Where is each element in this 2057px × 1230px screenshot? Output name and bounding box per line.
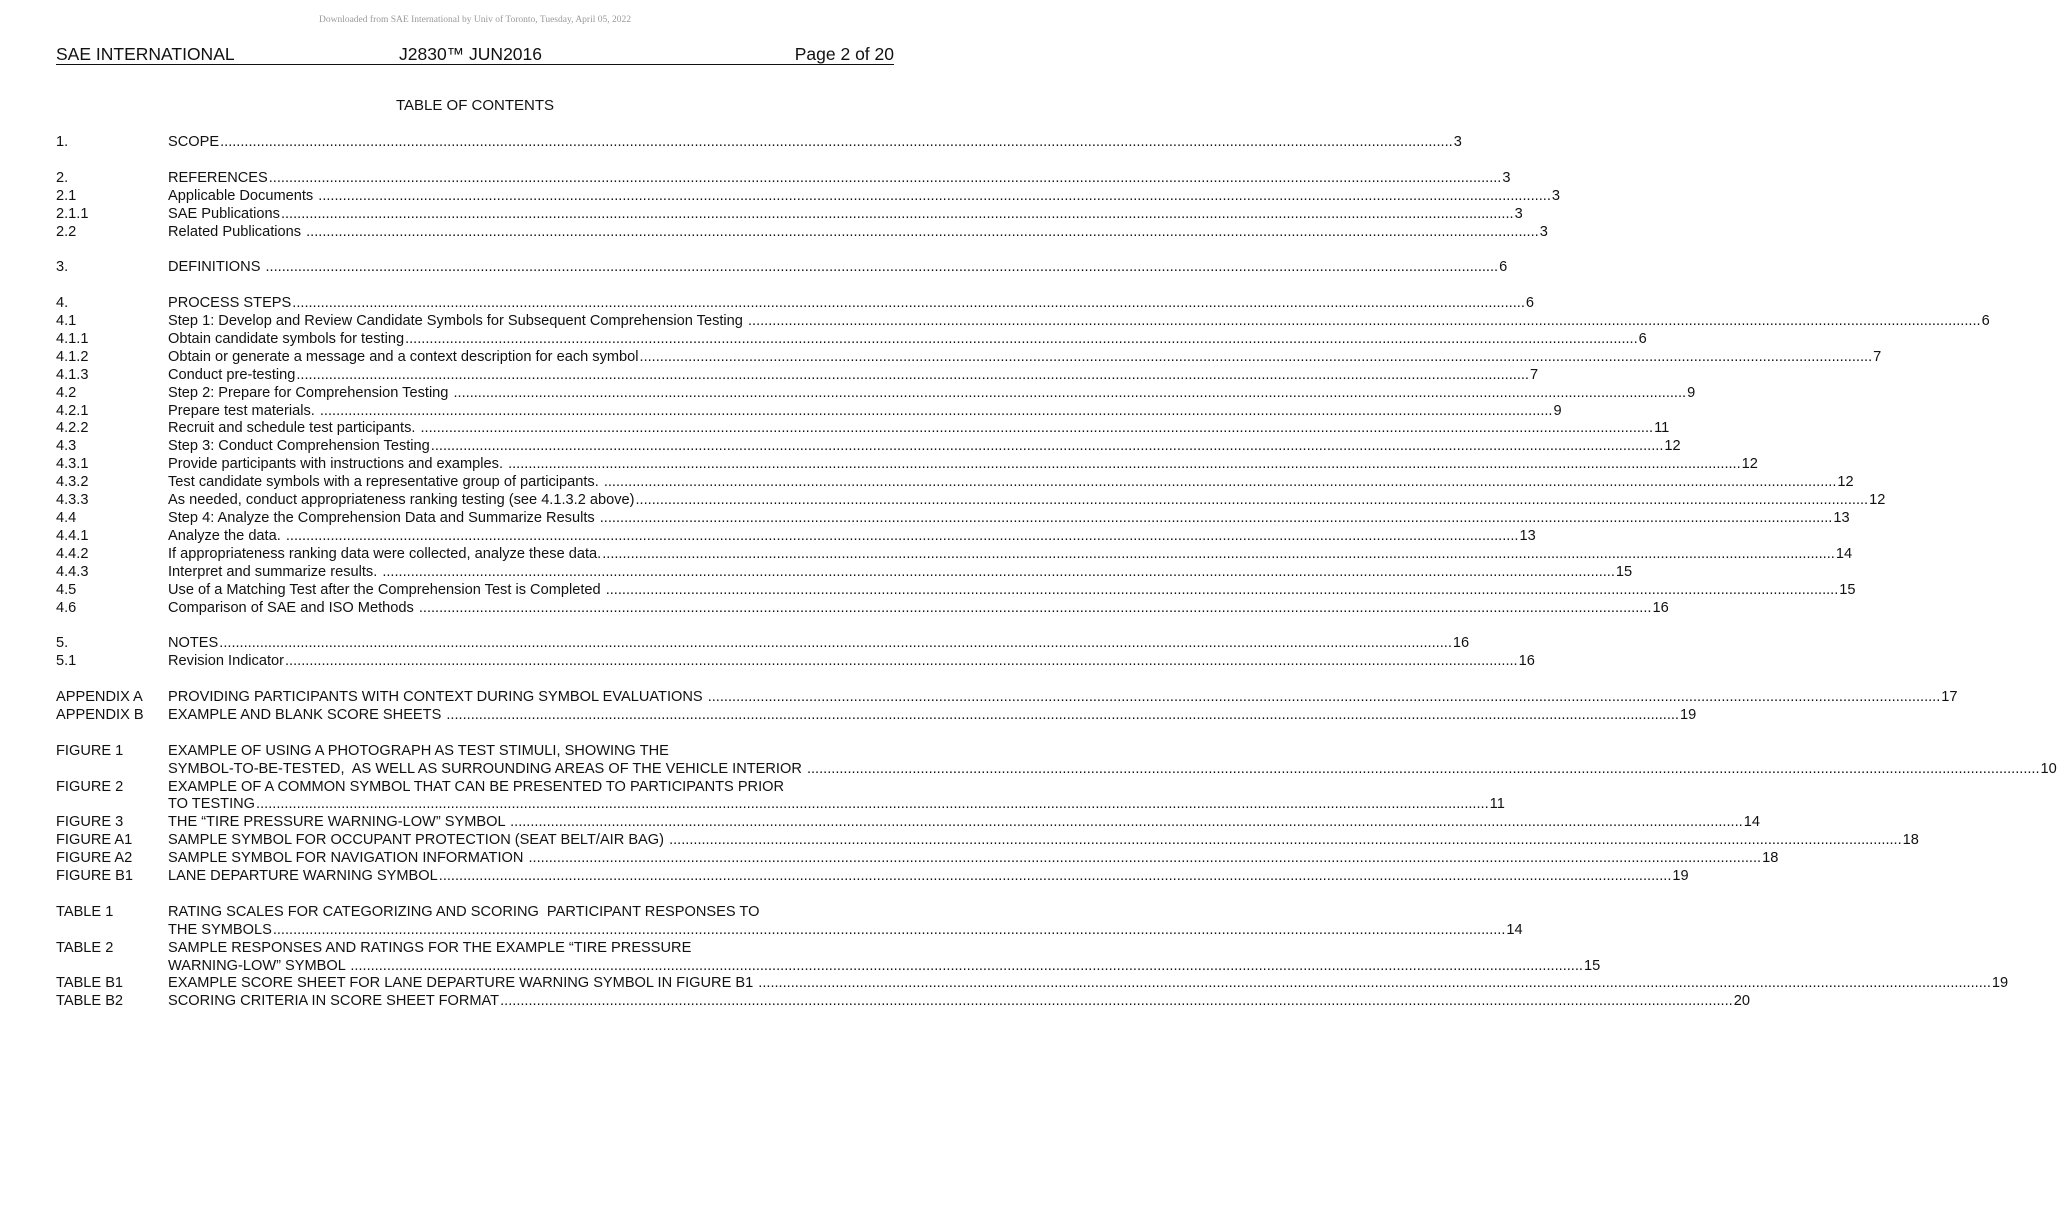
toc-entry xyxy=(168,939,1601,976)
toc-entry-number: 4.4.3 xyxy=(56,563,89,580)
dot-leader xyxy=(600,510,1833,528)
toc-entry xyxy=(168,563,1633,582)
toc-row[interactable] xyxy=(56,134,1462,152)
table-of-contents xyxy=(56,134,2057,1011)
toc-entry-title: PROVIDING PARTICIPANTS WITH CONTEXT DURING SYMBOL EVALUATIONS xyxy=(168,689,707,706)
toc-entry-title: DEFINITIONS xyxy=(168,259,265,276)
toc-entry-number: 2.2 xyxy=(56,223,77,240)
toc-page-number: 7 xyxy=(1529,366,1539,383)
dot-leader xyxy=(320,403,1553,421)
toc-entry-title: SCOPE xyxy=(168,134,220,150)
section-spacer xyxy=(56,617,894,635)
toc-entry xyxy=(168,814,1760,832)
toc-row[interactable] xyxy=(56,545,1853,564)
toc-entry-title: Related Publications xyxy=(168,223,306,240)
toc-page-number: 12 xyxy=(1869,492,1886,509)
toc-entry-title: EXAMPLE AND BLANK SCORE SHEETS xyxy=(168,706,446,723)
dot-leader xyxy=(510,814,1743,832)
toc-entry-number: 4.5 xyxy=(56,581,77,598)
toc-entry-line xyxy=(168,545,1853,564)
dot-leader xyxy=(453,385,1686,403)
toc-entry-number: 4.2.2 xyxy=(56,420,89,437)
dot-leader xyxy=(446,707,1679,725)
toc-entry xyxy=(168,850,1779,868)
toc-entry-line xyxy=(168,134,1462,152)
section-spacer xyxy=(56,725,894,743)
toc-page-number: 7 xyxy=(1873,348,1882,365)
toc-entry-number: 4.3.3 xyxy=(56,492,89,509)
toc-row[interactable] xyxy=(56,814,1760,832)
toc-row[interactable] xyxy=(56,438,1681,456)
toc-entry xyxy=(168,742,2057,779)
toc-entry-title: Step 3: Conduct Comprehension Testing xyxy=(168,438,430,455)
toc-entry-title: As needed, conduct appropriateness ranking testing (see 4.1.3.2 above) xyxy=(168,492,635,509)
toc-page-number: 17 xyxy=(1941,689,1958,706)
toc-entry-number: FIGURE 3 xyxy=(56,814,124,831)
toc-title: TABLE OF CONTENTS xyxy=(395,97,555,114)
toc-row[interactable] xyxy=(56,868,1689,886)
toc-entry-title: SAMPLE SYMBOL FOR OCCUPANT PROTECTION (SEAT BELT/AIR BAG) xyxy=(168,832,669,849)
dot-leader xyxy=(439,868,1672,886)
toc-page-number: 6 xyxy=(1525,295,1535,312)
toc-page-number: 3 xyxy=(1514,205,1523,222)
toc-entry-number: 4.1.1 xyxy=(56,330,89,347)
toc-row[interactable] xyxy=(56,527,1536,546)
toc-entry-title: SAMPLE SYMBOL FOR NAVIGATION INFORMATION xyxy=(168,850,528,867)
toc-entry-line xyxy=(168,223,1548,242)
toc-page-number: 11 xyxy=(1654,420,1670,437)
toc-entry-number: FIGURE B1 xyxy=(56,868,134,885)
toc-entry-number: 5. xyxy=(56,635,69,652)
toc-page-number: 16 xyxy=(1452,635,1470,652)
toc-entry-line xyxy=(168,402,1562,421)
dot-leader xyxy=(220,134,1453,152)
toc-entry-line xyxy=(168,474,1854,492)
toc-entry xyxy=(168,832,1919,850)
toc-entry-number: 4.3 xyxy=(56,438,77,455)
toc-entry-line xyxy=(168,635,1470,653)
toc-page-number: 13 xyxy=(1833,509,1850,526)
toc-entry-title: Recruit and schedule test participants. xyxy=(168,420,420,437)
toc-entry-line xyxy=(168,581,1856,600)
toc-entry xyxy=(168,295,1535,313)
toc-entry xyxy=(168,313,1990,331)
toc-row[interactable] xyxy=(56,778,1505,815)
toc-entry-title: RATING SCALES FOR CATEGORIZING AND SCORING PARTICIPANT RESPONSES TO xyxy=(168,903,760,920)
toc-entry-line xyxy=(168,492,1886,510)
toc-entry-number: 4.4.2 xyxy=(56,545,89,562)
toc-entry xyxy=(168,653,1535,671)
toc-entry xyxy=(168,778,1505,815)
toc-entry xyxy=(168,456,1758,474)
toc-entry-line xyxy=(168,509,1850,528)
toc-entry xyxy=(168,366,1539,385)
toc-page-number: 6 xyxy=(1499,259,1508,276)
toc-row[interactable] xyxy=(56,599,1669,618)
toc-entry-line xyxy=(168,438,1681,456)
toc-entry xyxy=(168,635,1470,653)
toc-entry-title: SAE Publications xyxy=(168,205,280,222)
toc-entry xyxy=(168,330,1647,349)
toc-entry-line xyxy=(168,456,1758,474)
toc-page-number: 19 xyxy=(1991,975,2009,992)
toc-entry-title: NOTES xyxy=(168,635,219,652)
toc-entry-number: 4.6 xyxy=(56,599,77,616)
dot-leader xyxy=(758,975,1991,993)
dot-leader xyxy=(219,635,1452,653)
dot-leader xyxy=(669,832,1902,850)
toc-entry-title: EXAMPLE OF A COMMON SYMBOL THAT CAN BE PRESENTED TO PARTICIPANTS PRIOR xyxy=(168,778,785,795)
toc-entry-title: EXAMPLE SCORE SHEET FOR LANE DEPARTURE WARNING SYMBOL IN FIGURE B1 xyxy=(168,975,758,992)
toc-entry-title: Obtain or generate a message and a context description for each symbol xyxy=(168,348,639,365)
toc-entry-line xyxy=(168,205,1523,224)
toc-page-number: 6 xyxy=(1981,313,1990,330)
toc-entry-line xyxy=(168,599,1669,618)
dot-leader xyxy=(265,259,1498,277)
toc-page-number: 9 xyxy=(1687,384,1696,401)
toc-page-number: 20 xyxy=(1733,993,1750,1010)
toc-row[interactable] xyxy=(56,313,1990,331)
toc-entry-title: Step 2: Prepare for Comprehension Testing xyxy=(168,384,453,401)
toc-entry xyxy=(168,259,1508,277)
toc-entry-number: 4.1.2 xyxy=(56,348,89,365)
dot-leader xyxy=(306,224,1539,242)
toc-entry xyxy=(168,420,1670,438)
toc-row[interactable] xyxy=(56,492,1886,510)
dot-leader xyxy=(269,170,1502,188)
header-publisher: SAE INTERNATIONAL xyxy=(56,44,235,64)
toc-entry-line xyxy=(168,653,1535,671)
toc-row[interactable] xyxy=(56,348,1882,367)
toc-row[interactable] xyxy=(56,474,1854,492)
toc-page-number: 18 xyxy=(1762,850,1779,867)
toc-entry-title: Interpret and summarize results. xyxy=(168,563,382,580)
toc-entry xyxy=(168,205,1523,224)
toc-row[interactable] xyxy=(56,850,1779,868)
toc-entry-title: Prepare test materials. xyxy=(168,402,319,419)
toc-entry-number: 4.3.1 xyxy=(56,456,89,473)
toc-page-number: 6 xyxy=(1638,330,1647,347)
toc-row[interactable] xyxy=(56,653,1535,671)
dot-leader xyxy=(604,474,1837,492)
dot-leader xyxy=(281,206,1514,224)
toc-entry xyxy=(168,689,1958,707)
toc-entry-number: 4.2.1 xyxy=(56,402,89,419)
toc-page-number: 3 xyxy=(1502,169,1511,186)
toc-entry-line xyxy=(168,366,1539,385)
toc-entry-title: PROCESS STEPS xyxy=(168,295,292,312)
toc-entry-title: LANE DEPARTURE WARNING SYMBOL xyxy=(168,868,438,885)
dot-leader xyxy=(500,993,1733,1011)
toc-entry-line xyxy=(168,957,1601,976)
toc-entry-line xyxy=(168,832,1919,850)
toc-entry-title: Applicable Documents xyxy=(168,187,318,204)
dot-leader xyxy=(508,456,1741,474)
toc-row[interactable] xyxy=(56,563,1633,582)
dot-leader xyxy=(286,528,1519,546)
toc-entry-number: 4.4 xyxy=(56,509,77,526)
toc-row[interactable] xyxy=(56,330,1647,349)
toc-entry-line xyxy=(168,689,1958,707)
toc-row[interactable] xyxy=(56,366,1539,385)
toc-entry xyxy=(168,438,1681,456)
toc-entry xyxy=(168,581,1856,600)
dot-leader xyxy=(420,420,1653,438)
toc-entry-title: Comparison of SAE and ISO Methods xyxy=(168,599,418,616)
toc-entry xyxy=(168,223,1548,242)
dot-leader xyxy=(285,653,1518,671)
toc-entry xyxy=(168,527,1536,546)
toc-entry-title: Analyze the data. xyxy=(168,527,285,544)
toc-entry-number: FIGURE 2 xyxy=(56,778,124,795)
toc-entry-number: TABLE B1 xyxy=(56,975,124,992)
toc-entry-line xyxy=(168,706,1697,725)
toc-entry-line xyxy=(168,259,1508,277)
toc-entry-number: 2.1.1 xyxy=(56,205,89,222)
toc-page-number: 14 xyxy=(1743,814,1760,831)
toc-entry xyxy=(168,706,1697,725)
toc-entry-line xyxy=(168,420,1670,438)
toc-entry-line xyxy=(168,921,1523,940)
toc-row[interactable] xyxy=(56,259,1508,277)
toc-entry-line xyxy=(168,796,1505,814)
toc-row[interactable] xyxy=(56,295,1535,313)
header-page-number: Page 2 of 20 xyxy=(794,44,894,64)
toc-entry-title: SAMPLE RESPONSES AND RATINGS FOR THE EXAMPLE “TIRE PRESSURE xyxy=(168,939,692,956)
toc-page-number: 15 xyxy=(1583,957,1601,974)
toc-entry-title: Provide participants with instructions and examples. xyxy=(168,456,508,473)
toc-entry-line xyxy=(168,348,1882,367)
dot-leader xyxy=(256,796,1489,814)
toc-row[interactable] xyxy=(56,635,1470,653)
toc-entry xyxy=(168,903,1523,940)
toc-entry-line xyxy=(168,850,1779,868)
toc-entry-title: Obtain candidate symbols for testing xyxy=(168,330,405,347)
toc-row[interactable] xyxy=(56,169,1511,188)
toc-entry xyxy=(168,348,1882,367)
toc-page-number: 13 xyxy=(1519,527,1536,544)
toc-entry-number: APPENDIX B xyxy=(56,706,144,723)
toc-page-number: 3 xyxy=(1453,134,1462,150)
toc-page-number: 9 xyxy=(1553,402,1562,419)
toc-row[interactable] xyxy=(56,742,2057,779)
toc-entry xyxy=(168,975,2009,993)
toc-entry-number: TABLE B2 xyxy=(56,993,124,1010)
toc-entry xyxy=(168,134,1462,152)
toc-page-number: 16 xyxy=(1518,653,1535,670)
section-spacer xyxy=(56,886,894,904)
dot-leader xyxy=(419,600,1652,618)
toc-entry-line xyxy=(168,975,2009,993)
toc-entry-number: TABLE 1 xyxy=(56,903,114,920)
toc-entry-title: Step 4: Analyze the Comprehension Data and Summarize Results xyxy=(168,509,599,526)
toc-row[interactable] xyxy=(56,187,1560,206)
toc-entry-number: FIGURE 1 xyxy=(56,742,124,759)
toc-entry-number: 4.2 xyxy=(56,384,77,401)
dot-leader xyxy=(296,367,1529,385)
toc-entry-title: WARNING-LOW” SYMBOL xyxy=(168,957,350,974)
header-document-id: J2830™ JUN2016 xyxy=(399,44,542,64)
toc-entry-title: Test candidate symbols with a representative group of participants. xyxy=(168,474,603,491)
toc-entry-line xyxy=(168,814,1760,832)
toc-page-number: 16 xyxy=(1652,599,1669,616)
dot-leader xyxy=(636,492,1869,510)
toc-entry-number: 2. xyxy=(56,169,69,186)
toc-entry-number: 1. xyxy=(56,134,69,150)
toc-page-number: 12 xyxy=(1837,474,1854,491)
toc-entry-number: 4.1 xyxy=(56,313,77,330)
dot-leader xyxy=(606,582,1839,600)
toc-entry-title: THE “TIRE PRESSURE WARNING-LOW” SYMBOL xyxy=(168,814,510,831)
toc-entry-line xyxy=(168,527,1536,546)
toc-row[interactable] xyxy=(56,223,1548,242)
toc-entry xyxy=(168,993,1750,1011)
toc-entry-number: 5.1 xyxy=(56,653,77,670)
toc-entry-line xyxy=(168,760,2057,779)
dot-leader xyxy=(405,331,1638,349)
dot-leader xyxy=(382,564,1615,582)
toc-row[interactable] xyxy=(56,384,1696,403)
toc-page-number: 3 xyxy=(1551,187,1560,204)
toc-entry-line xyxy=(168,169,1511,188)
toc-entry-title: EXAMPLE OF USING A PHOTOGRAPH AS TEST STIMULI, SHOWING THE xyxy=(168,742,669,759)
toc-entry-number: 2.1 xyxy=(56,187,77,204)
dot-leader xyxy=(807,761,2040,779)
dot-leader xyxy=(431,438,1664,456)
toc-row[interactable] xyxy=(56,939,1601,976)
toc-entry-number: TABLE 2 xyxy=(56,939,114,956)
toc-entry-title: SCORING CRITERIA IN SCORE SHEET FORMAT xyxy=(168,993,500,1010)
toc-entry xyxy=(168,868,1689,886)
toc-entry-number: 3. xyxy=(56,259,69,276)
dot-leader xyxy=(528,850,1761,868)
toc-entry xyxy=(168,545,1853,564)
toc-page-number: 18 xyxy=(1902,832,1919,849)
toc-entry-line xyxy=(168,295,1535,313)
dot-leader xyxy=(318,188,1551,206)
toc-row[interactable] xyxy=(56,993,1750,1011)
section-spacer xyxy=(56,671,894,689)
toc-entry-title: Use of a Matching Test after the Comprehension Test is Completed xyxy=(168,581,605,598)
toc-page-number: 12 xyxy=(1664,438,1681,455)
toc-page-number: 14 xyxy=(1835,545,1853,562)
toc-row[interactable] xyxy=(56,706,1697,725)
toc-page-number: 15 xyxy=(1839,581,1856,598)
toc-entry-number: APPENDIX A xyxy=(56,689,143,706)
toc-row[interactable] xyxy=(56,975,2009,993)
dot-leader xyxy=(708,689,1941,707)
toc-page-number: 3 xyxy=(1539,223,1548,240)
dot-leader xyxy=(350,958,1583,976)
toc-entry-title: REFERENCES xyxy=(168,169,268,186)
toc-entry-number: 4.4.1 xyxy=(56,527,89,544)
toc-entry-line xyxy=(168,384,1696,403)
toc-page-number: 19 xyxy=(1679,706,1697,723)
dot-leader xyxy=(748,313,1981,331)
toc-page-number: 11 xyxy=(1489,796,1505,813)
toc-entry xyxy=(168,169,1511,188)
toc-row[interactable] xyxy=(56,205,1523,224)
dot-leader xyxy=(602,546,1835,564)
toc-entry xyxy=(168,474,1854,492)
toc-page-number: 19 xyxy=(1672,868,1689,885)
dot-leader xyxy=(273,922,1506,940)
toc-entry-line xyxy=(168,313,1990,331)
toc-entry xyxy=(168,492,1886,510)
toc-row[interactable] xyxy=(56,581,1856,600)
toc-row[interactable] xyxy=(56,903,1523,940)
toc-entry-title: SYMBOL-TO-BE-TESTED, AS WELL AS SURROUNDING AREAS OF THE VEHICLE INTERIOR xyxy=(168,760,806,777)
toc-entry xyxy=(168,402,1562,421)
toc-page-number: 12 xyxy=(1741,456,1758,473)
toc-entry-line xyxy=(168,563,1633,582)
toc-entry-line xyxy=(168,187,1560,206)
toc-entry-number: 4.3.2 xyxy=(56,474,89,491)
page-header xyxy=(56,44,894,65)
toc-page-number: 14 xyxy=(1506,921,1523,938)
toc-entry-number: 4. xyxy=(56,295,69,312)
toc-entry-line xyxy=(168,330,1647,349)
section-spacer xyxy=(56,241,894,259)
toc-entry-number: FIGURE A2 xyxy=(56,850,133,867)
toc-entry-line xyxy=(168,993,1750,1011)
toc-entry-title: TO TESTING xyxy=(168,796,256,813)
toc-entry xyxy=(168,187,1560,206)
toc-page-number: 10 xyxy=(2040,760,2057,777)
toc-entry-line xyxy=(168,868,1689,886)
toc-row[interactable] xyxy=(56,420,1670,438)
section-spacer xyxy=(56,277,894,295)
toc-page-number: 15 xyxy=(1615,563,1633,580)
download-watermark: Downloaded from SAE International by Univ of Toronto, Tuesday, April 05, 2022 xyxy=(318,15,631,25)
dot-leader xyxy=(292,295,1525,313)
toc-row[interactable] xyxy=(56,689,1958,707)
dot-leader xyxy=(640,349,1873,367)
toc-row[interactable] xyxy=(56,456,1758,474)
section-spacer xyxy=(56,152,894,170)
toc-entry xyxy=(168,384,1696,403)
toc-entry-title: Step 1: Develop and Review Candidate Symbols for Subsequent Comprehension Testing xyxy=(168,313,747,330)
toc-entry-title: Conduct pre-testing xyxy=(168,366,296,383)
toc-entry-title: THE SYMBOLS xyxy=(168,921,272,938)
toc-row[interactable] xyxy=(56,832,1919,850)
toc-entry-number: 4.1.3 xyxy=(56,366,89,383)
toc-entry xyxy=(168,599,1669,618)
toc-entry-title: If appropriateness ranking data were collected, analyze these data. xyxy=(168,545,602,562)
toc-entry xyxy=(168,509,1850,528)
toc-entry-title: Revision Indicator xyxy=(168,653,284,670)
toc-row[interactable] xyxy=(56,402,1562,421)
toc-row[interactable] xyxy=(56,509,1850,528)
toc-entry-number: FIGURE A1 xyxy=(56,832,133,849)
